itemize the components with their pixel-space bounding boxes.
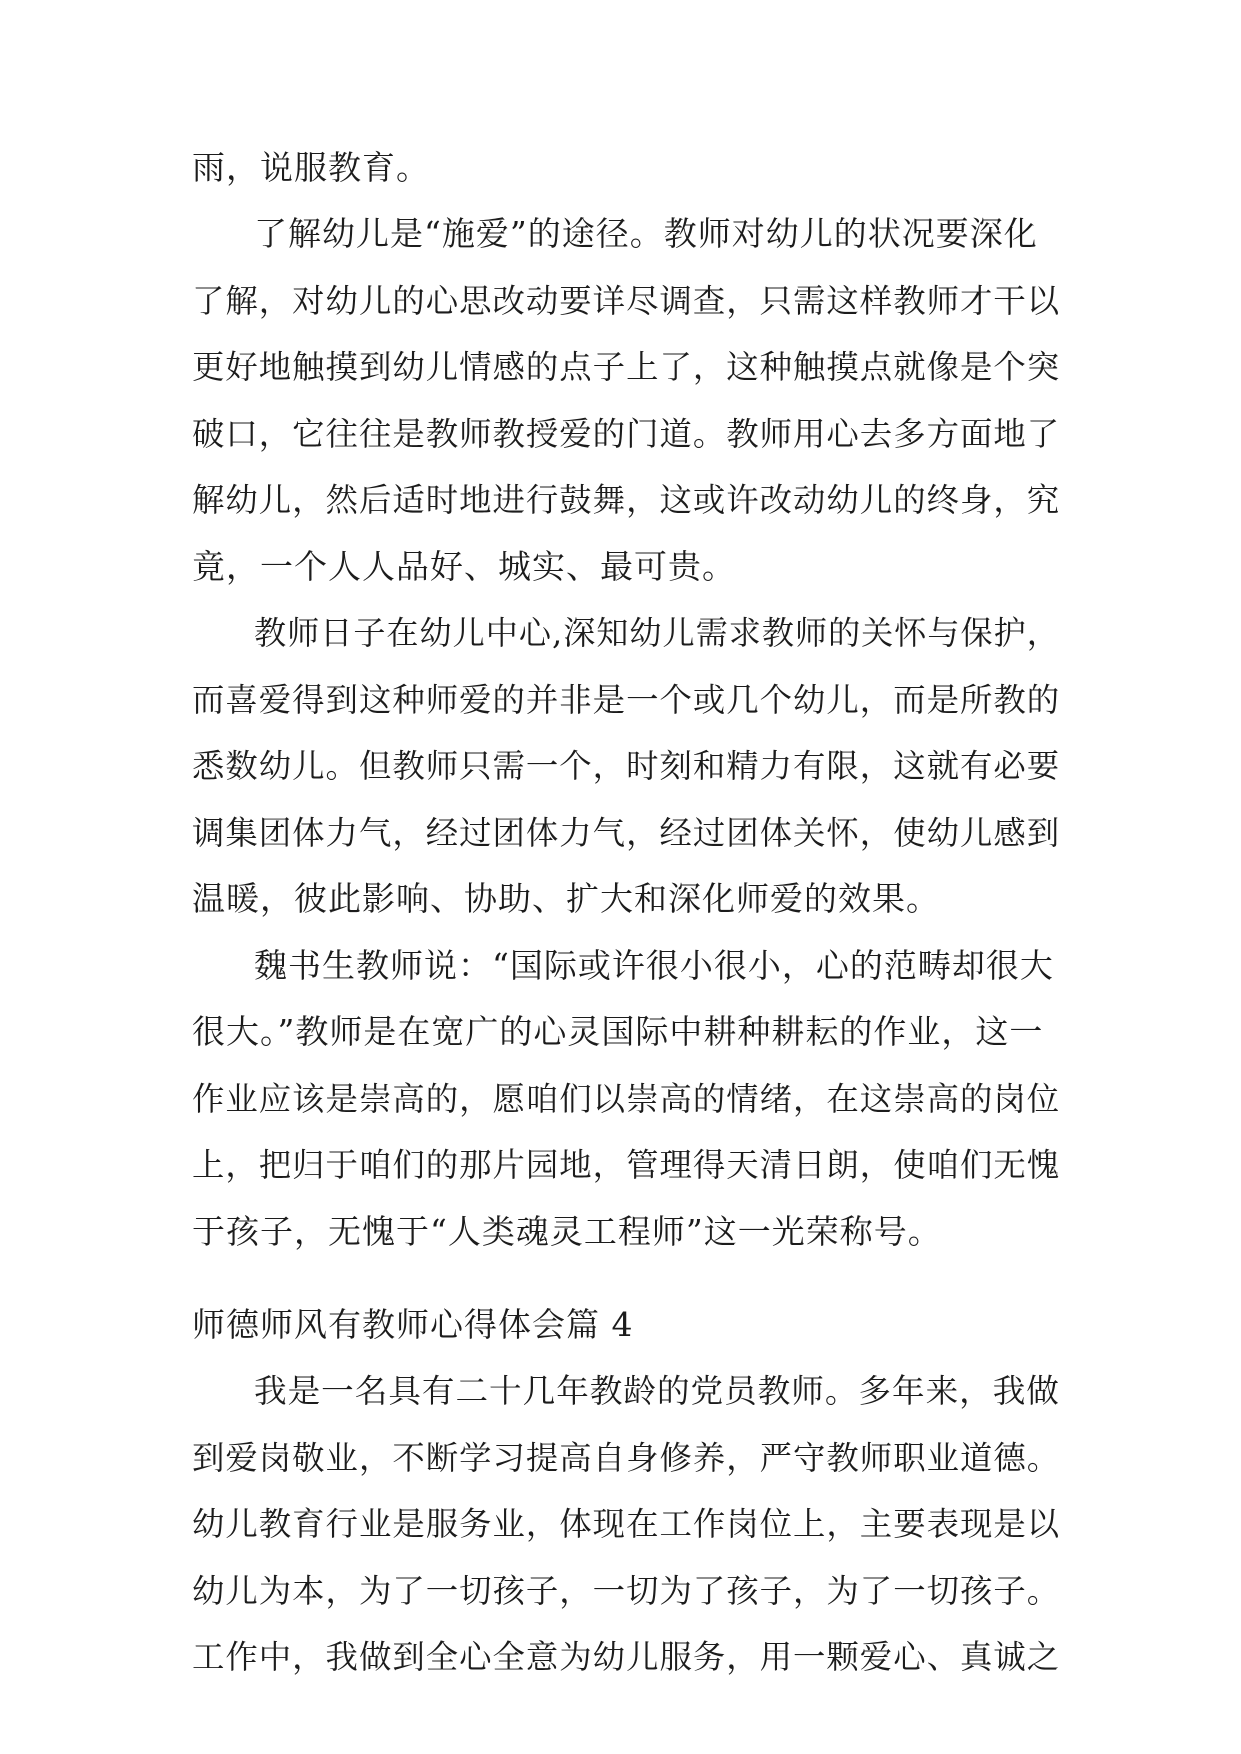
paragraph-line: 上，把归于咱们的那片园地，管理得天清日朗，使咱们无愧 xyxy=(192,1146,1061,1184)
paragraph-line: 到爱岗敬业，不断学习提高自身修养，严守教师职业道德。 xyxy=(192,1439,1061,1477)
paragraph-line: 破口，它往往是教师教授爱的门道。教师用心去多方面地了 xyxy=(192,415,1061,453)
paragraph-line: 幼儿教育行业是服务业，体现在工作岗位上，主要表现是以 xyxy=(192,1505,1061,1543)
paragraph-line: 了解，对幼儿的心思改动要详尽调查，只需这样教师才干以 xyxy=(192,282,1061,320)
paragraph-line: 魏书生教师说：“国际或许很小很小，心的范畴却很大 xyxy=(254,946,1054,985)
section-heading: 师德师风有教师心得体会篇 4 xyxy=(192,1305,634,1344)
paragraph-line: 很大。”教师是在宽广的心灵国际中耕种耕耘的作业，这一 xyxy=(192,1012,1044,1051)
paragraph-line: 雨，说服教育。 xyxy=(192,148,430,187)
paragraph-line: 教师日子在幼儿中心,深知幼儿需求教师的关怀与保护， xyxy=(254,614,1060,652)
paragraph-line: 调集团体力气，经过团体力气，经过团体关怀，使幼儿感到 xyxy=(192,814,1061,852)
paragraph-line: 于孩子，无愧于“人类魂灵工程师”这一光荣称号。 xyxy=(192,1212,942,1251)
paragraph-line: 竟，一个人人品好、城实、最可贵。 xyxy=(192,547,736,586)
paragraph-line: 更好地触摸到幼儿情感的点子上了，这种触摸点就像是个突 xyxy=(192,348,1061,386)
paragraph-line: 温暖，彼此影响、协助、扩大和深化师爱的效果。 xyxy=(192,879,940,918)
paragraph-line: 了解幼儿是“施爱”的途径。教师对幼儿的状况要深化 xyxy=(254,214,1038,253)
paragraph-line: 幼儿为本，为了一切孩子，一切为了孩子，为了一切孩子。 xyxy=(192,1572,1061,1610)
paragraph-line: 悉数幼儿。但教师只需一个，时刻和精力有限，这就有必要 xyxy=(192,747,1061,785)
paragraph-line: 工作中，我做到全心全意为幼儿服务，用一颗爱心、真诚之 xyxy=(192,1638,1061,1676)
paragraph-line: 我是一名具有二十几年教龄的党员教师。多年来，我做 xyxy=(254,1372,1060,1410)
paragraph-line: 作业应该是崇高的，愿咱们以崇高的情绪，在这崇高的岗位 xyxy=(192,1080,1061,1118)
paragraph-line: 而喜爱得到这种师爱的并非是一个或几个幼儿，而是所教的 xyxy=(192,681,1061,719)
paragraph-line: 解幼儿，然后适时地进行鼓舞，这或许改动幼儿的终身，究 xyxy=(192,481,1061,519)
